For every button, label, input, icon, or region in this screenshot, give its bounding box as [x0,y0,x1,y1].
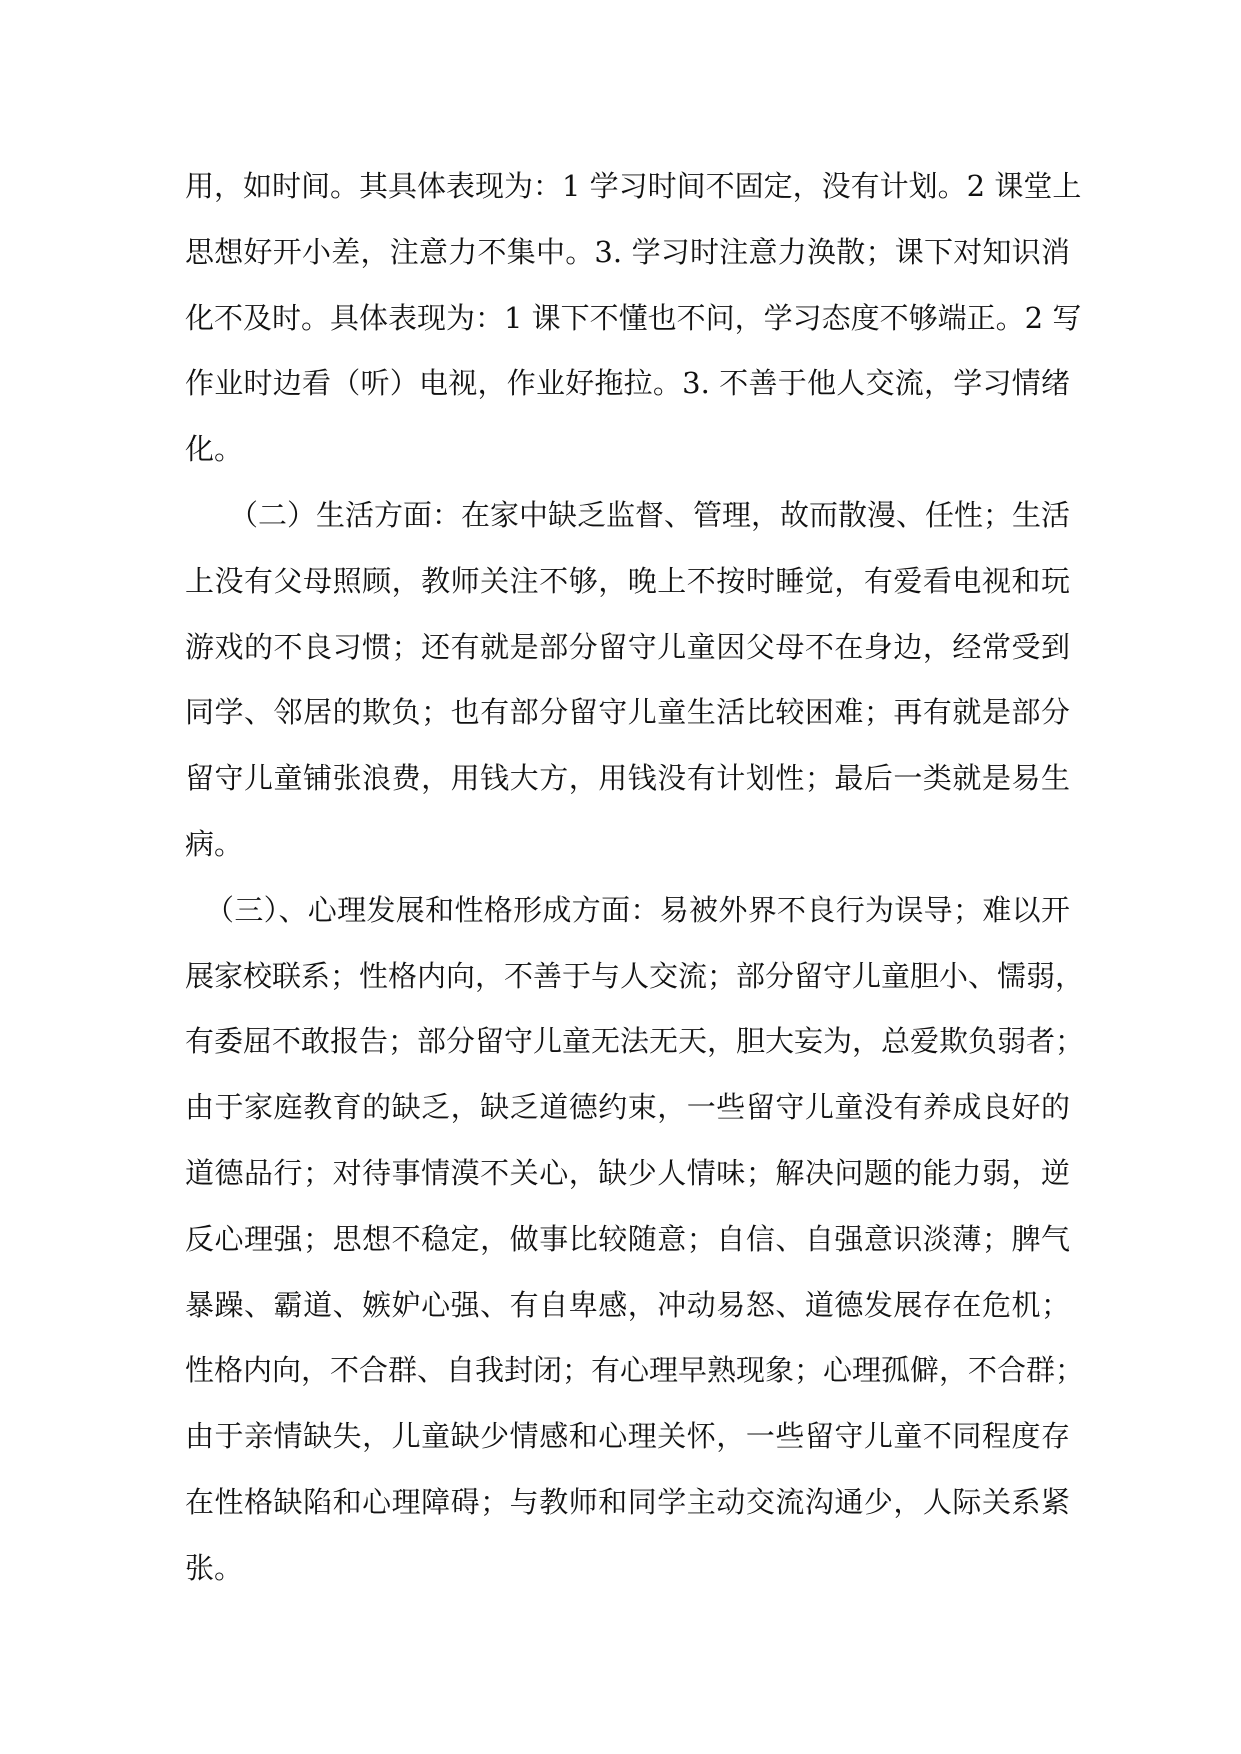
paragraph-3 [185,878,1085,1602]
text-line: 作业时边看（听）电视，作业好拖拉。3. 不善于他人交流，学习情绪 [185,366,1070,401]
text-line: 化不及时。具体表现为：1 课下不懂也不问，学习态度不够端正。2 写 [185,300,1082,335]
text-line: 留守儿童铺张浪费，用钱大方，用钱没有计划性；最后一类就是易生 [185,761,1070,796]
paragraph-2 [185,483,1070,878]
text-line: 有委屈不敢报告；部分留守儿童无法无天，胆大妄为，总爱欺负弱者； [185,1024,1085,1059]
text-line: 病。 [185,826,244,861]
text-line: 张。 [185,1550,244,1585]
text-line: 同学、邻居的欺负；也有部分留守儿童生活比较困难；再有就是部分 [185,695,1070,730]
text-line: 上没有父母照顾，教师关注不够，晚上不按时睡觉，有爱看电视和玩 [185,563,1070,598]
text-line: （二）生活方面：在家中缺乏监督、管理，故而散漫、任性；生活 [229,497,1071,532]
text-line: 用，如时间。其具体表现为：1 学习时间不固定，没有计划。2 课堂上 [185,169,1082,203]
text-line: 思想好开小差，注意力不集中。3. 学习时注意力涣散；课下对知识消 [185,234,1070,269]
text-line: 暴躁、霸道、嫉妒心强、有自卑感，冲动易怒、道德发展存在危机； [185,1287,1070,1322]
text-line: 在性格缺陷和心理障碍；与教师和同学主动交流沟通少，人际关系紧 [185,1484,1070,1519]
paragraph-1 [185,154,1082,483]
text-line: 道德品行；对待事情漠不关心，缺少人情味；解决问题的能力弱，逆 [185,1155,1070,1190]
text-line: 反心理强；思想不稳定，做事比较随意；自信、自强意识淡薄；脾气 [185,1221,1070,1256]
text-line: 游戏的不良习惯；还有就是部分留守儿童因父母不在身边，经常受到 [185,629,1070,664]
text-line: 由于家庭教育的缺乏，缺乏道德约束，一些留守儿童没有养成良好的 [185,1090,1070,1125]
text-line: 性格内向，不合群、自我封闭；有心理早熟现象；心理孤僻，不合群； [185,1353,1085,1388]
text-line: （三）、心理发展和性格形成方面：易被外界不良行为误导；难以开 [205,892,1070,927]
text-line: 化。 [185,432,244,467]
text-line: 由于亲情缺失，儿童缺少情感和心理关怀，一些留守儿童不同程度存 [185,1419,1070,1454]
text-line: 展家校联系；性格内向，不善于与人交流；部分留守儿童胆小、懦弱， [185,958,1085,993]
document-page [185,154,1085,1602]
